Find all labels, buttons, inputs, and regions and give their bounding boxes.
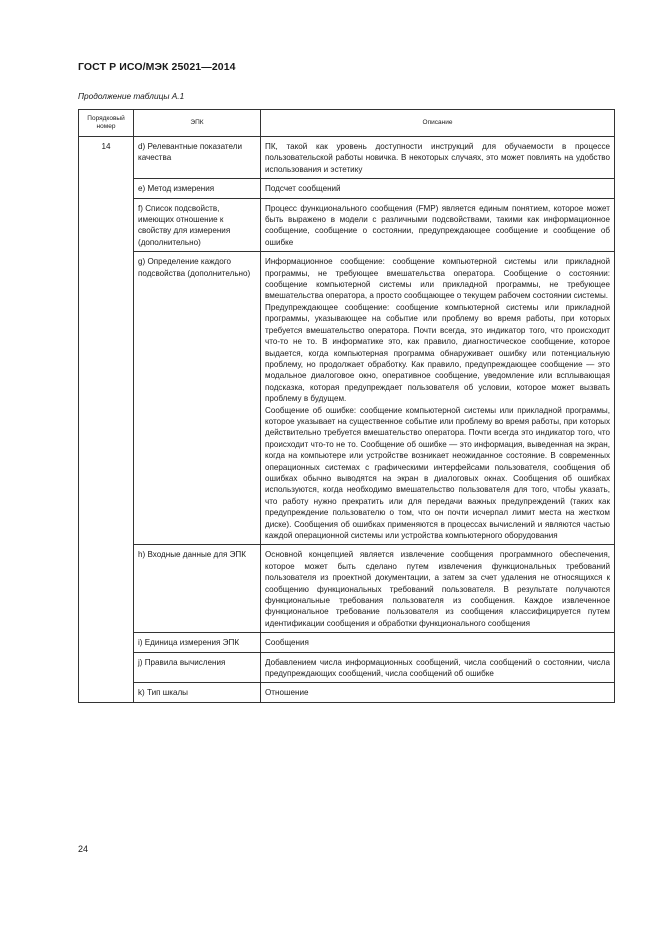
description-paragraph: Процесс функционального сообщения (FMP) является единым понятием, которое может быть выражено в модели с различными подсвойствами, такими как информационное сообщение, сообщение о состоянии, предупреждающее сообщение и сообщение об ошибке — [265, 203, 610, 247]
epk-cell: j) Правила вычисления — [134, 652, 261, 683]
table-row — [79, 198, 615, 252]
description-cell — [261, 137, 615, 179]
epk-cell: e) Метод измерения — [134, 179, 261, 198]
epk-cell: i) Единица измерения ЭПК — [134, 633, 261, 652]
description-cell — [261, 198, 615, 252]
table-row — [79, 683, 615, 702]
table-row — [79, 545, 615, 633]
description-cell — [261, 652, 615, 683]
table-row — [79, 252, 615, 545]
epk-cell: f) Список подсвойств, имеющих отношение к свойству для измерения (дополнительно) — [134, 198, 261, 252]
description-cell — [261, 179, 615, 198]
document-header: ГОСТ Р ИСО/МЭК 25021—2014 — [78, 61, 236, 73]
page-number: 24 — [78, 844, 89, 854]
epk-cell: h) Входные данные для ЭПК — [134, 545, 261, 633]
description-cell — [261, 252, 615, 545]
column-header-description: Описание — [261, 110, 615, 137]
description-paragraph: Основной концепцией является извлечение сообщения программного обеспечения, которое может быть сделано путем извлечения функциональных требований пользователя из проектной документации, а затем за счет удаления не относящихся к сообщению функциональных требований пользователя. В результате получаются функциональные требования пользователя из сообщения. Каждое извлеченное функциональное требование пользователя из сообщения классифицируется путем идентификации сообщения и обработки функционального сообщения — [265, 550, 610, 628]
column-header-number: Порядковый номер — [79, 110, 134, 137]
description-paragraph: Отношение — [265, 688, 309, 698]
table-header-row — [79, 110, 615, 137]
column-header-epk: ЭПК — [134, 110, 261, 137]
description-cell — [261, 545, 615, 633]
description-paragraph: Предупреждающее сообщение: сообщение компьютерной системы или прикладной программы, указывающее на событие или проблему во время работы, при которых требуется вмешательство оператора. Почти всегда, это индикатор того, что происходит что-то не то. В информатике это, как правило, диагностическое сообщение, которое выдается, когда компьютерная программа обнаруживает ошибку или потенциальную проблему, но продолжает обработку. Как правило, предупреждающее сообщение — это модальное диалоговое окно, оперативное сообщение, уведомление или всплывающая подсказка, которая предупреждает пользователя об условии, которое может вызвать проблему в будущем. — [265, 302, 610, 404]
description-paragraph: Сообщения — [265, 638, 309, 648]
description-paragraph: Информационное сообщение: сообщение компьютерной системы или прикладной программы, не требующее вмешательства оператора. Сообщение о состоянии: сообщение компьютерной системы или прикладной программы, не требующее вмешательства оператора, а просто сообщающее о текущем рабочем состоянии системы. — [265, 257, 610, 301]
epk-cell: k) Тип шкалы — [134, 683, 261, 702]
description-paragraph: ПК, такой как уровень доступности инструкций для обучаемости в процессе пользовательской работы новичка. В некоторых случаях, это может повлиять на удобство использования и эстетику — [265, 142, 610, 174]
epk-cell: g) Определение каждого подсвойства (дополнительно) — [134, 252, 261, 545]
description-paragraph: Подсчет сообщений — [265, 184, 341, 194]
table-caption: Продолжение таблицы А.1 — [78, 91, 185, 101]
description-paragraph: Сообщение об ошибке: сообщение компьютерной системы или прикладной программы, которое указывает на существенное событие или проблему во время работы, при которых действительно требуется вмешательство оператора. Почти всегда это индикатор того, что происходит что-то не то. Сообщение об ошибке — это информация, выведенная на экран, когда на компьютере или устройстве возникает неожиданное состояние. В современных операционных системах с графическими интерфейсами пользователя, сообщения об ошибках обычно выводятся на экран в диалоговых окнах. Сообщения об ошибках используются, когда необходимо вмешательство пользователя для того, чтобы указать, что работу нужно прекратить или для передачи важных предупреждений (таких как предупреждение пользователю о том, что он почти исчерпал лимит места на жестком диске). Сообщения об ошибках применяются в процессах вычислений и являются частью каждой операционной системы или устройства компьютерного оборудования — [265, 405, 610, 540]
table-row — [79, 652, 615, 683]
epk-cell: d) Релевантные показатели качества — [134, 137, 261, 179]
description-cell — [261, 633, 615, 652]
table-row — [79, 633, 615, 652]
table-row — [79, 137, 615, 179]
attributes-table — [78, 109, 615, 703]
description-paragraph: Добавлением числа информационных сообщений, числа сообщений о состоянии, числа предупреждающих сообщений, числа сообщений об ошибке — [265, 657, 610, 679]
row-number-cell: 14 — [79, 137, 134, 703]
description-cell — [261, 683, 615, 702]
table-row — [79, 179, 615, 198]
